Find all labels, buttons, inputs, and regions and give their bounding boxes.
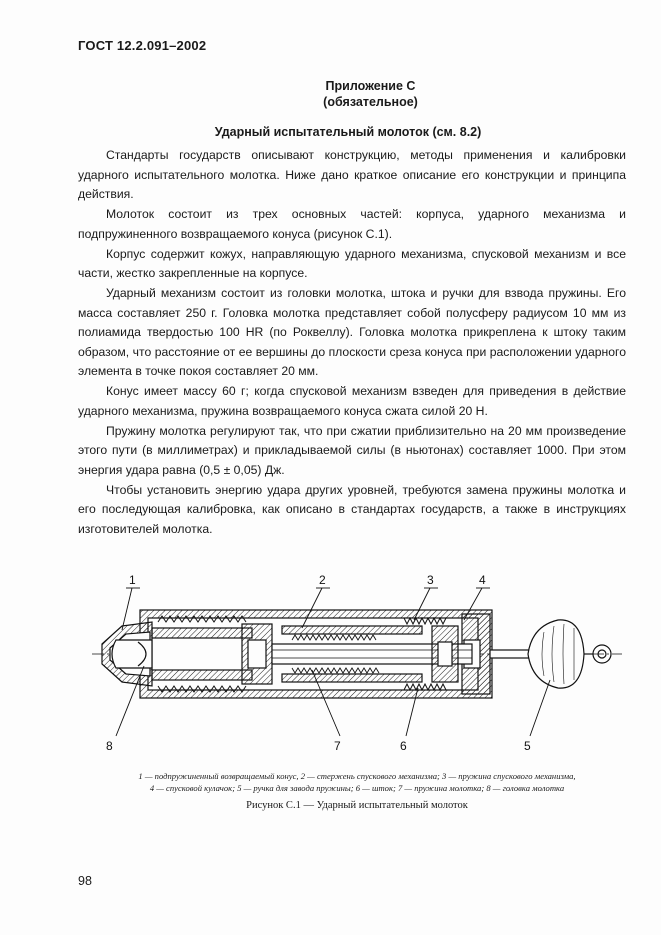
label-7: 7 xyxy=(334,739,341,753)
appendix-title: Приложение С xyxy=(325,79,416,93)
hammer-cross-section-svg xyxy=(92,570,622,760)
paragraph: Ударный механизм состоит из головки молотка, штока и ручки для взвода пружины. Его масса составляет 250 г. Головка молотка представляет собой полусферу радиусом 10 мм из полиамида твердостью 100 HR (по Роквеллу). Головка молотка прикреплена к штоку таким образом, что расстояние от ее вершины до плоскости среза конуса при расположении ударного элемента в точке покоя составляет 20 мм. xyxy=(78,286,626,378)
document-header: ГОСТ 12.2.091–2002 xyxy=(78,38,207,53)
figure-legend xyxy=(92,770,622,794)
label-4: 4 xyxy=(479,573,486,587)
label-6: 6 xyxy=(400,739,407,753)
label-5: 5 xyxy=(524,739,531,753)
body-text xyxy=(78,146,626,539)
page-number: 98 xyxy=(78,874,92,888)
label-3: 3 xyxy=(427,573,434,587)
paragraph: Пружину молотка регулируют так, что при сжатии приблизительно на 20 мм произведение этого пути (в миллиметрах) и прикладываемой силы (в ньютонах) составляет 1000. При этом энергия удара равна (0,5 ± 0,05) Дж. xyxy=(78,423,626,477)
paragraph: Стандарты государств описывают конструкцию, методы применения и калибровки ударного испытательного молотка. Ниже дано краткое описание его конструкции и принципа действия. xyxy=(78,148,626,201)
label-2: 2 xyxy=(319,573,326,587)
legend-line: 1 — подпружиненный возвращаемый конус, 2 — стержень спускового механизма; 3 — пружина спускового механизма, xyxy=(138,771,576,781)
hammer-drawing xyxy=(92,570,622,765)
paragraph: Чтобы установить энергию удара других уровней, требуются замена пружины молотка и его последующая калибровка, как описано в стандартах государств, а также в инструкциях изготовителей молотка. xyxy=(78,482,626,536)
paragraph: Молоток состоит из трех основных частей: корпуса, ударного механизма и подпружиненного возвращаемого конуса (рисунок С.1). xyxy=(78,207,626,241)
figure-caption: Рисунок С.1 — Ударный испытательный молоток xyxy=(246,800,468,811)
appendix-heading xyxy=(0,78,661,110)
paragraph: Корпус содержит кожух, направляющую ударного механизма, спусковой механизм и все части, жестко закрепленные на корпусе. xyxy=(78,246,626,280)
appendix-status: (обязательное) xyxy=(323,95,418,109)
label-8: 8 xyxy=(106,739,113,753)
section-title: Ударный испытательный молоток (см. 8.2) xyxy=(214,125,482,139)
label-1: 1 xyxy=(129,573,136,587)
handle-knob xyxy=(528,620,584,688)
legend-line: 4 — спусковой кулачок; 5 — ручка для завода пружины; 6 — шток; 7 — пружина молотка; 8 — головка молотка xyxy=(149,783,565,793)
paragraph: Конус имеет массу 60 г; когда спусковой механизм взведен для приведения в действие ударного механизма, пружина возвращаемого конуса сжата силой 20 Н. xyxy=(78,384,626,418)
